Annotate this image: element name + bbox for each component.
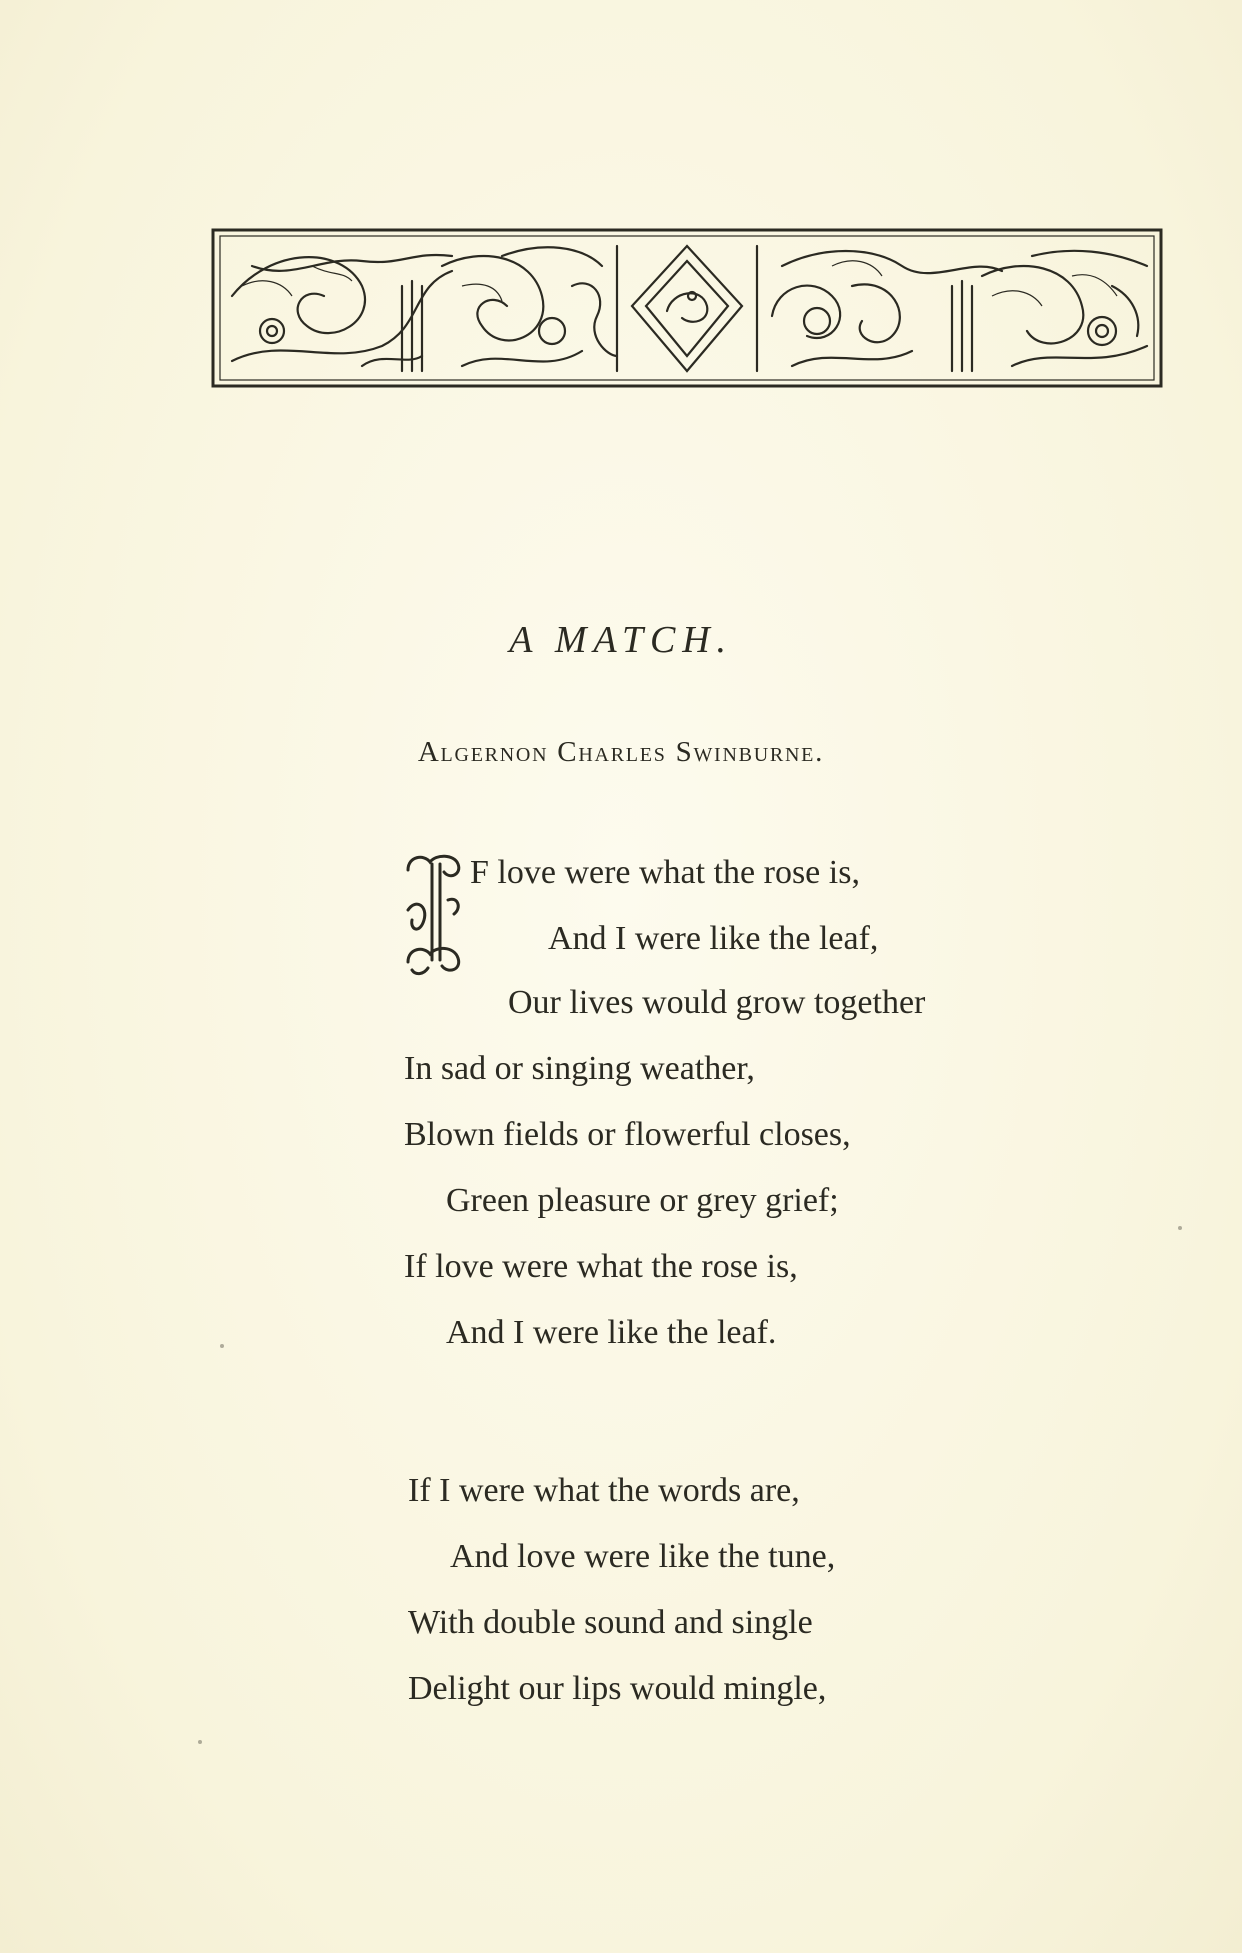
decorated-initial-i: [402, 839, 466, 976]
poem-line: Delight our lips would mingle,: [408, 1670, 827, 1707]
poem-line: And love were like the tune,: [450, 1538, 836, 1575]
poem-line: F love were what the rose is,: [470, 854, 860, 891]
paper-speck: [198, 1740, 202, 1744]
ornamental-headpiece: [212, 226, 1164, 390]
poem-title: A MATCH.: [509, 619, 733, 661]
paper-speck: [1178, 1226, 1182, 1230]
poem-line: Green pleasure or grey grief;: [446, 1182, 839, 1219]
poem-line: And I were like the leaf,: [548, 920, 879, 957]
poem-author: Algernon Charles Swinburne.: [417, 736, 825, 768]
poem-line: Blown fields or flowerful closes,: [404, 1116, 851, 1153]
poem-line: And I were like the leaf.: [446, 1314, 777, 1351]
poem-line: With double sound and single: [408, 1604, 813, 1641]
poem-line: Our lives would grow together: [508, 984, 926, 1021]
svg-text:I: I: [434, 839, 440, 856]
poem-line: In sad or singing weather,: [404, 1050, 755, 1087]
paper-speck: [220, 1344, 224, 1348]
poem-line: If love were what the rose is,: [404, 1248, 798, 1285]
poem-line: If I were what the words are,: [408, 1472, 800, 1509]
